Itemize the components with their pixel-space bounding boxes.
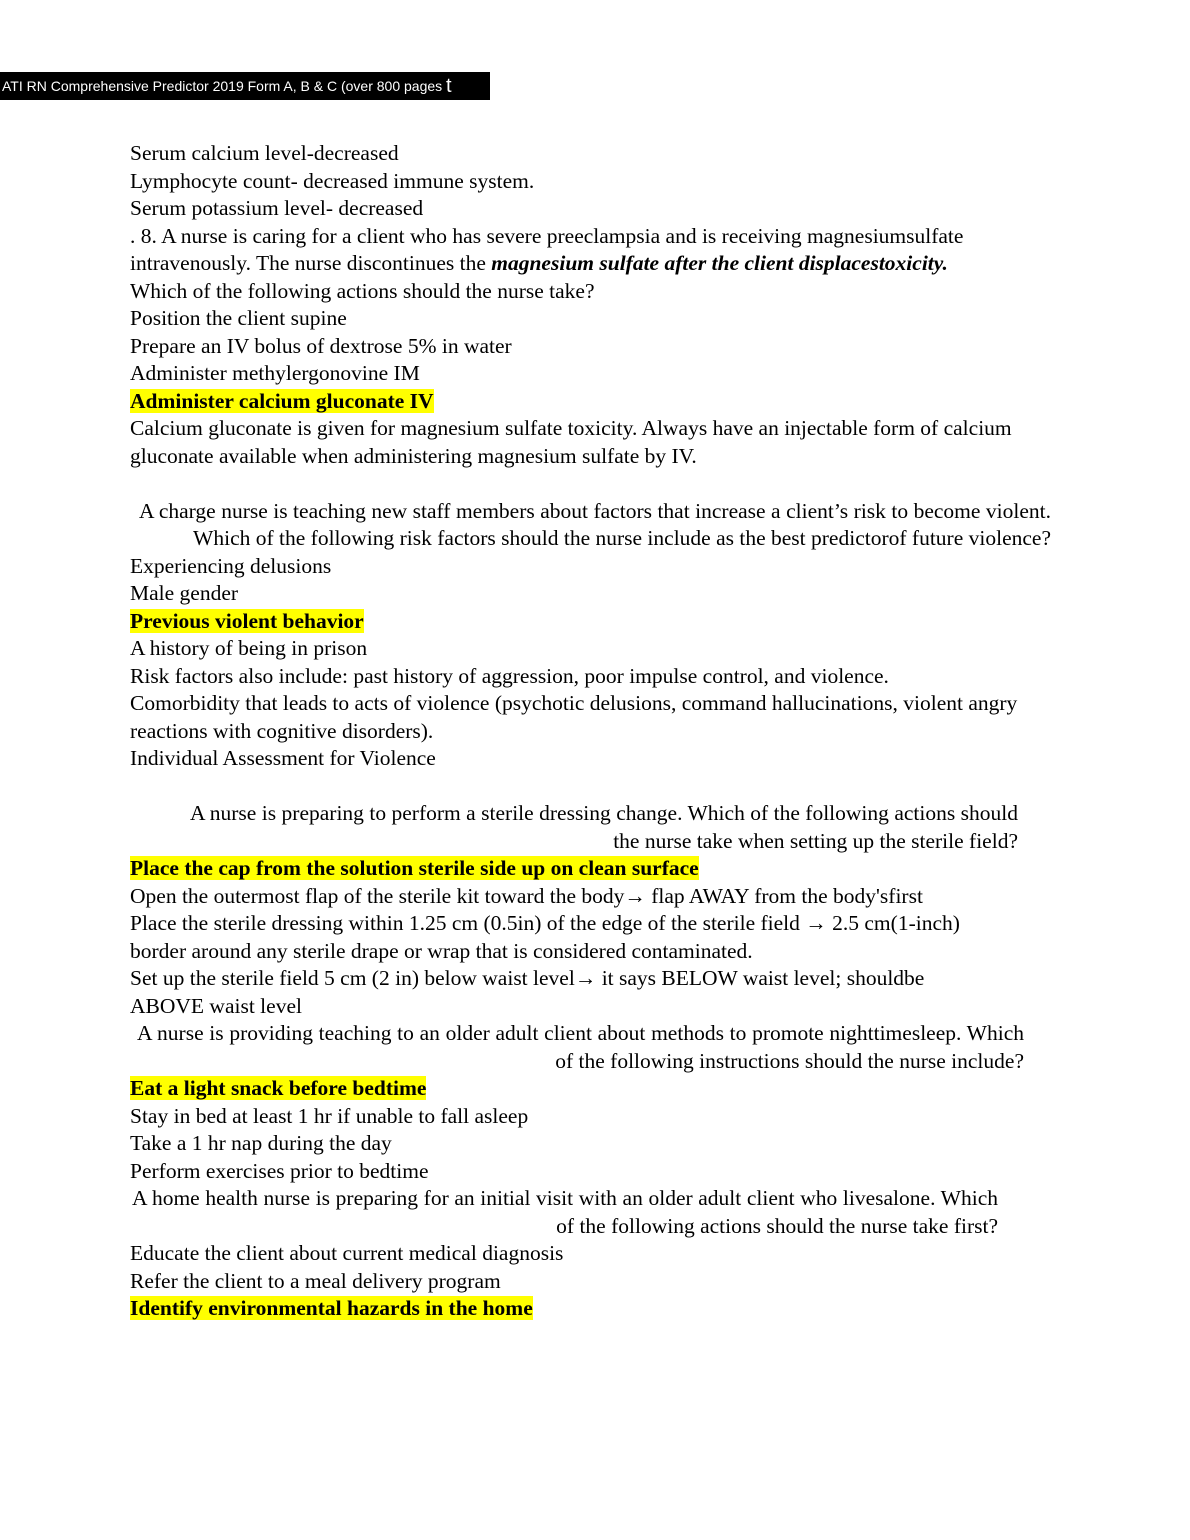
stem-emphasis: magnesium sulfate after the client displacestoxicity. xyxy=(491,251,948,275)
question-stem: A home health nurse is preparing for an initial visit with an older adult client who livesalone. Which of the following actions should the nurse take first? xyxy=(132,1186,998,1238)
rationale: Individual Assessment for Violence xyxy=(130,746,436,770)
text-line: Serum calcium level-decreased xyxy=(130,141,399,165)
question-stem xyxy=(130,800,1018,855)
text-line: Lymphocyte count- decreased immune system. xyxy=(130,168,535,193)
document-body xyxy=(130,140,1055,1323)
rationale: Comorbidity that leads to acts of violence (psychotic delusions, command hallucinations, violent angry reactions with cognitive disorders). xyxy=(130,691,1018,743)
rationale: Set up the sterile field 5 cm (2 in) below waist level→ it says BELOW waist level; shouldbe ABOVE waist level xyxy=(130,966,925,1018)
answer-highlight: Eat a light snack before bedtime xyxy=(130,1076,427,1100)
option: Educate the client about current medical diagnosis xyxy=(130,1241,564,1265)
option: Take a 1 hr nap during the day xyxy=(130,1131,392,1155)
document-banner xyxy=(0,72,490,100)
answer-highlight: Identify environmental hazards in the home xyxy=(130,1296,533,1320)
answer-highlight: Administer calcium gluconate IV xyxy=(130,388,434,413)
banner-text: ATI RN Comprehensive Predictor 2019 Form A, B & C (over 800 pages xyxy=(2,78,447,94)
question-stem: A nurse is providing teaching to an older adult client about methods to promote nighttimesleep. Which of the following instructions should the nurse include? xyxy=(137,1021,1024,1073)
option: Administer methylergonovine IM xyxy=(130,361,420,385)
stem-text: A nurse is preparing to perform a sterile dressing change. Which of the following actions should the nurse take when setting up the sterile field? xyxy=(190,801,1018,853)
option: Prepare an IV bolus of dextrose 5% in water xyxy=(130,333,512,358)
question-stem: A charge nurse is teaching new staff members about factors that increase a client’s risk to become violent. Which of the following risk factors should the nurse include as the best predictorof future violence? xyxy=(139,498,1051,550)
stem-text: . 8. A nurse is caring for a client who has severe preeclampsia and is receiving magnesiumsulfate intravenously. The nurse discontinues the xyxy=(130,223,964,275)
rationale: Open the outermost flap of the sterile kit toward the body→ flap AWAY from the body'sfirst xyxy=(130,883,923,908)
option: Refer the client to a meal delivery program xyxy=(130,1268,501,1293)
option: A history of being in prison xyxy=(130,636,368,660)
answer-highlight: Previous violent behavior xyxy=(130,608,364,633)
option: Stay in bed at least 1 hr if unable to fall asleep xyxy=(130,1103,529,1128)
banner-cut-glyph: t xyxy=(446,75,452,97)
rationale: Place the sterile dressing within 1.25 cm (0.5in) of the edge of the sterile field → 2.5 cm(1-inch) border around any sterile drape or wrap that is considered contaminated. xyxy=(130,911,960,963)
question-stem-line: Which of the following actions should the nurse take? xyxy=(130,278,595,303)
option: Perform exercises prior to bedtime xyxy=(130,1158,429,1183)
rationale: Risk factors also include: past history of aggression, poor impulse control, and violence. xyxy=(130,663,889,688)
option: Position the client supine xyxy=(130,306,347,330)
option: Male gender xyxy=(130,581,239,605)
rationale: Calcium gluconate is given for magnesium sulfate toxicity. Always have an injectable form of calcium gluconate available when administering magnesium sulfate by IV. xyxy=(130,416,1012,468)
text-line: Serum potassium level- decreased xyxy=(130,196,424,220)
option: Experiencing delusions xyxy=(130,553,332,578)
question-stem xyxy=(130,223,1055,278)
answer-highlight: Place the cap from the solution sterile side up on clean surface xyxy=(130,856,699,880)
